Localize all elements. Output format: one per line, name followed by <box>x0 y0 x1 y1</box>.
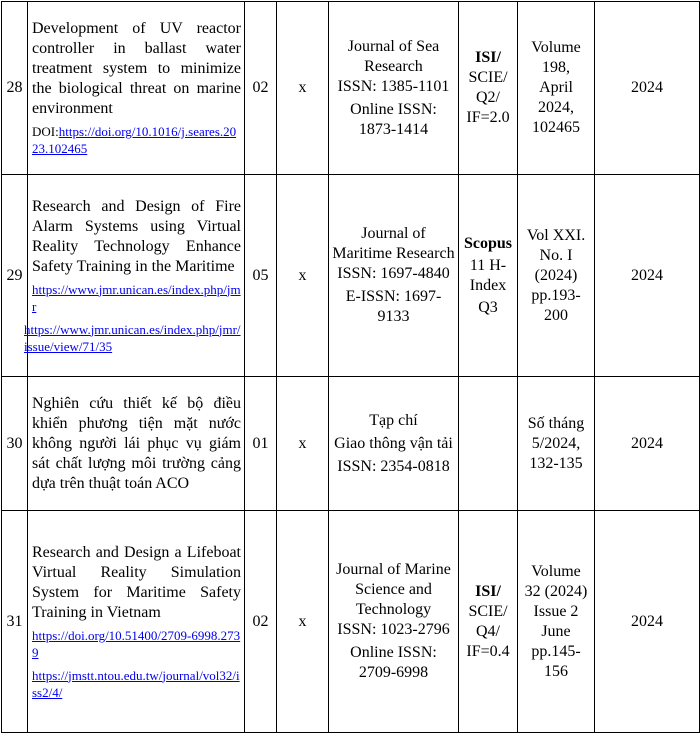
mark-cell: x <box>277 2 329 175</box>
journal-link[interactable]: https://www.jmr.unican.es/index.php/jmr <box>32 281 241 314</box>
index-line: Q4/ <box>476 622 500 640</box>
volume-line: Số tháng <box>527 414 585 432</box>
index-cell <box>459 175 518 377</box>
journal-issn: ISSN: 2354-0818 <box>337 457 450 475</box>
volume-line: 2024, <box>538 99 574 116</box>
author-count: 01 <box>245 377 277 511</box>
table-row <box>2 175 700 377</box>
paper-title: Development of UV reactor controller in ballast water treatment system to minimize the biological threat on marine environment <box>32 20 241 117</box>
journal-online-issn: E-ISSN: 1697-9133 <box>345 288 442 325</box>
year-cell: 2024 <box>595 377 700 511</box>
volume-line: 132-135 <box>529 454 583 472</box>
journal-issn: ISSN: 1385-1101 <box>337 77 450 95</box>
mark-cell: x <box>277 377 329 511</box>
table-row <box>2 2 700 175</box>
journal-subtitle: Giao thông vận tải <box>334 434 453 452</box>
index-label: ISI/ <box>475 582 501 600</box>
journal-name: Journal of Marine Science and Technology <box>336 561 451 618</box>
doi-label: DOI: <box>32 124 59 139</box>
paper-title: Nghiên cứu thiết kế bộ điều khiển phương tiện mặt nước không người lái phục vụ giám sát chất lượng môi trường cảng dựa trên thuật toán ACO <box>32 394 241 492</box>
journal-cell <box>329 175 459 377</box>
year-cell: 2024 <box>595 2 700 175</box>
volume-line: 102465 <box>532 119 580 136</box>
index-cell <box>459 2 518 175</box>
doi-line <box>32 123 241 157</box>
journal-online-issn: Online ISSN: 2709-6998 <box>350 644 437 681</box>
year-cell: 2024 <box>595 175 700 377</box>
volume-cell <box>518 175 595 377</box>
table-row <box>2 511 700 733</box>
volume-line: April <box>539 79 573 96</box>
paper-title-cell <box>24 175 245 377</box>
paper-title-cell <box>28 2 245 175</box>
journal-name: Journal of Sea Research <box>347 37 440 75</box>
volume-line: Vol XXI. <box>526 226 586 244</box>
volume-line: No. I <box>539 246 573 264</box>
doi-link[interactable]: https://doi.org/10.51400/2709-6998.2739 <box>32 627 241 660</box>
index-line: 11 H-Index <box>469 256 507 294</box>
index-line: Q3 <box>478 298 498 316</box>
volume-cell <box>518 511 595 733</box>
index-line: Q2/ <box>476 89 500 106</box>
mark-cell: x <box>277 175 329 377</box>
journal-online-issn: Online ISSN: 1873-1414 <box>350 100 437 138</box>
publications-table <box>1 1 700 733</box>
journal-cell <box>329 2 459 175</box>
index-cell <box>459 511 518 733</box>
index-label: ISI/ <box>475 49 501 66</box>
author-count: 05 <box>245 175 277 377</box>
index-cell <box>459 377 518 511</box>
volume-line: (2024) <box>534 266 578 284</box>
index-label: Scopus <box>463 234 513 252</box>
volume-cell <box>518 2 595 175</box>
volume-line: 32 (2024) <box>524 582 588 600</box>
author-count: 02 <box>245 2 277 175</box>
volume-line: 200 <box>544 306 568 324</box>
row-number: 31 <box>2 511 28 733</box>
paper-title-cell <box>28 511 245 733</box>
table-row <box>2 377 700 511</box>
journal-name: Tạp chí <box>369 411 418 429</box>
index-line: SCIE/ <box>468 69 508 86</box>
journal-cell <box>329 377 459 511</box>
index-line: SCIE/ <box>468 602 508 620</box>
mark-cell: x <box>277 511 329 733</box>
volume-cell <box>518 377 595 511</box>
volume-line: pp.145- <box>531 642 581 660</box>
doi-link[interactable]: https://doi.org/10.1016/j.seares.2023.102465 <box>32 124 237 156</box>
volume-line: June <box>541 622 571 640</box>
journal-issn: ISSN: 1023-2796 <box>337 621 450 638</box>
issue-link[interactable]: https://www.jmr.unican.es/index.php/jmr/issue/view/71/35 <box>24 321 241 354</box>
volume-line: 198, <box>542 59 570 76</box>
volume-line: 156 <box>544 662 568 680</box>
volume-line: Volume <box>531 39 581 56</box>
journal-issn: ISSN: 1697-4840 <box>337 265 450 282</box>
volume-line: 5/2024, <box>531 434 581 452</box>
article-link[interactable]: https://jmstt.ntou.edu.tw/journal/vol32/iss2/4/ <box>32 667 240 700</box>
author-count: 02 <box>245 511 277 733</box>
row-number: 28 <box>2 2 28 175</box>
paper-title-cell <box>28 377 245 511</box>
volume-line: Issue 2 <box>533 602 579 620</box>
journal-cell <box>329 511 459 733</box>
paper-title: Research and Design of Fire Alarm Systems using Virtual Reality Technology Enhance Safety Training in the Maritime <box>32 197 241 275</box>
row-number: 30 <box>2 377 28 511</box>
journal-name: Journal of Maritime Research <box>332 225 455 262</box>
row-number: 29 <box>2 175 28 377</box>
year-cell: 2024 <box>595 511 700 733</box>
volume-line: pp.193- <box>531 286 581 304</box>
index-line: IF=2.0 <box>466 109 510 126</box>
index-line: IF=0.4 <box>466 642 510 660</box>
volume-line: Volume <box>531 562 581 580</box>
paper-title: Research and Design a Lifeboat Virtual Reality Simulation System for Maritime Safety Training in Vietnam <box>32 543 241 621</box>
